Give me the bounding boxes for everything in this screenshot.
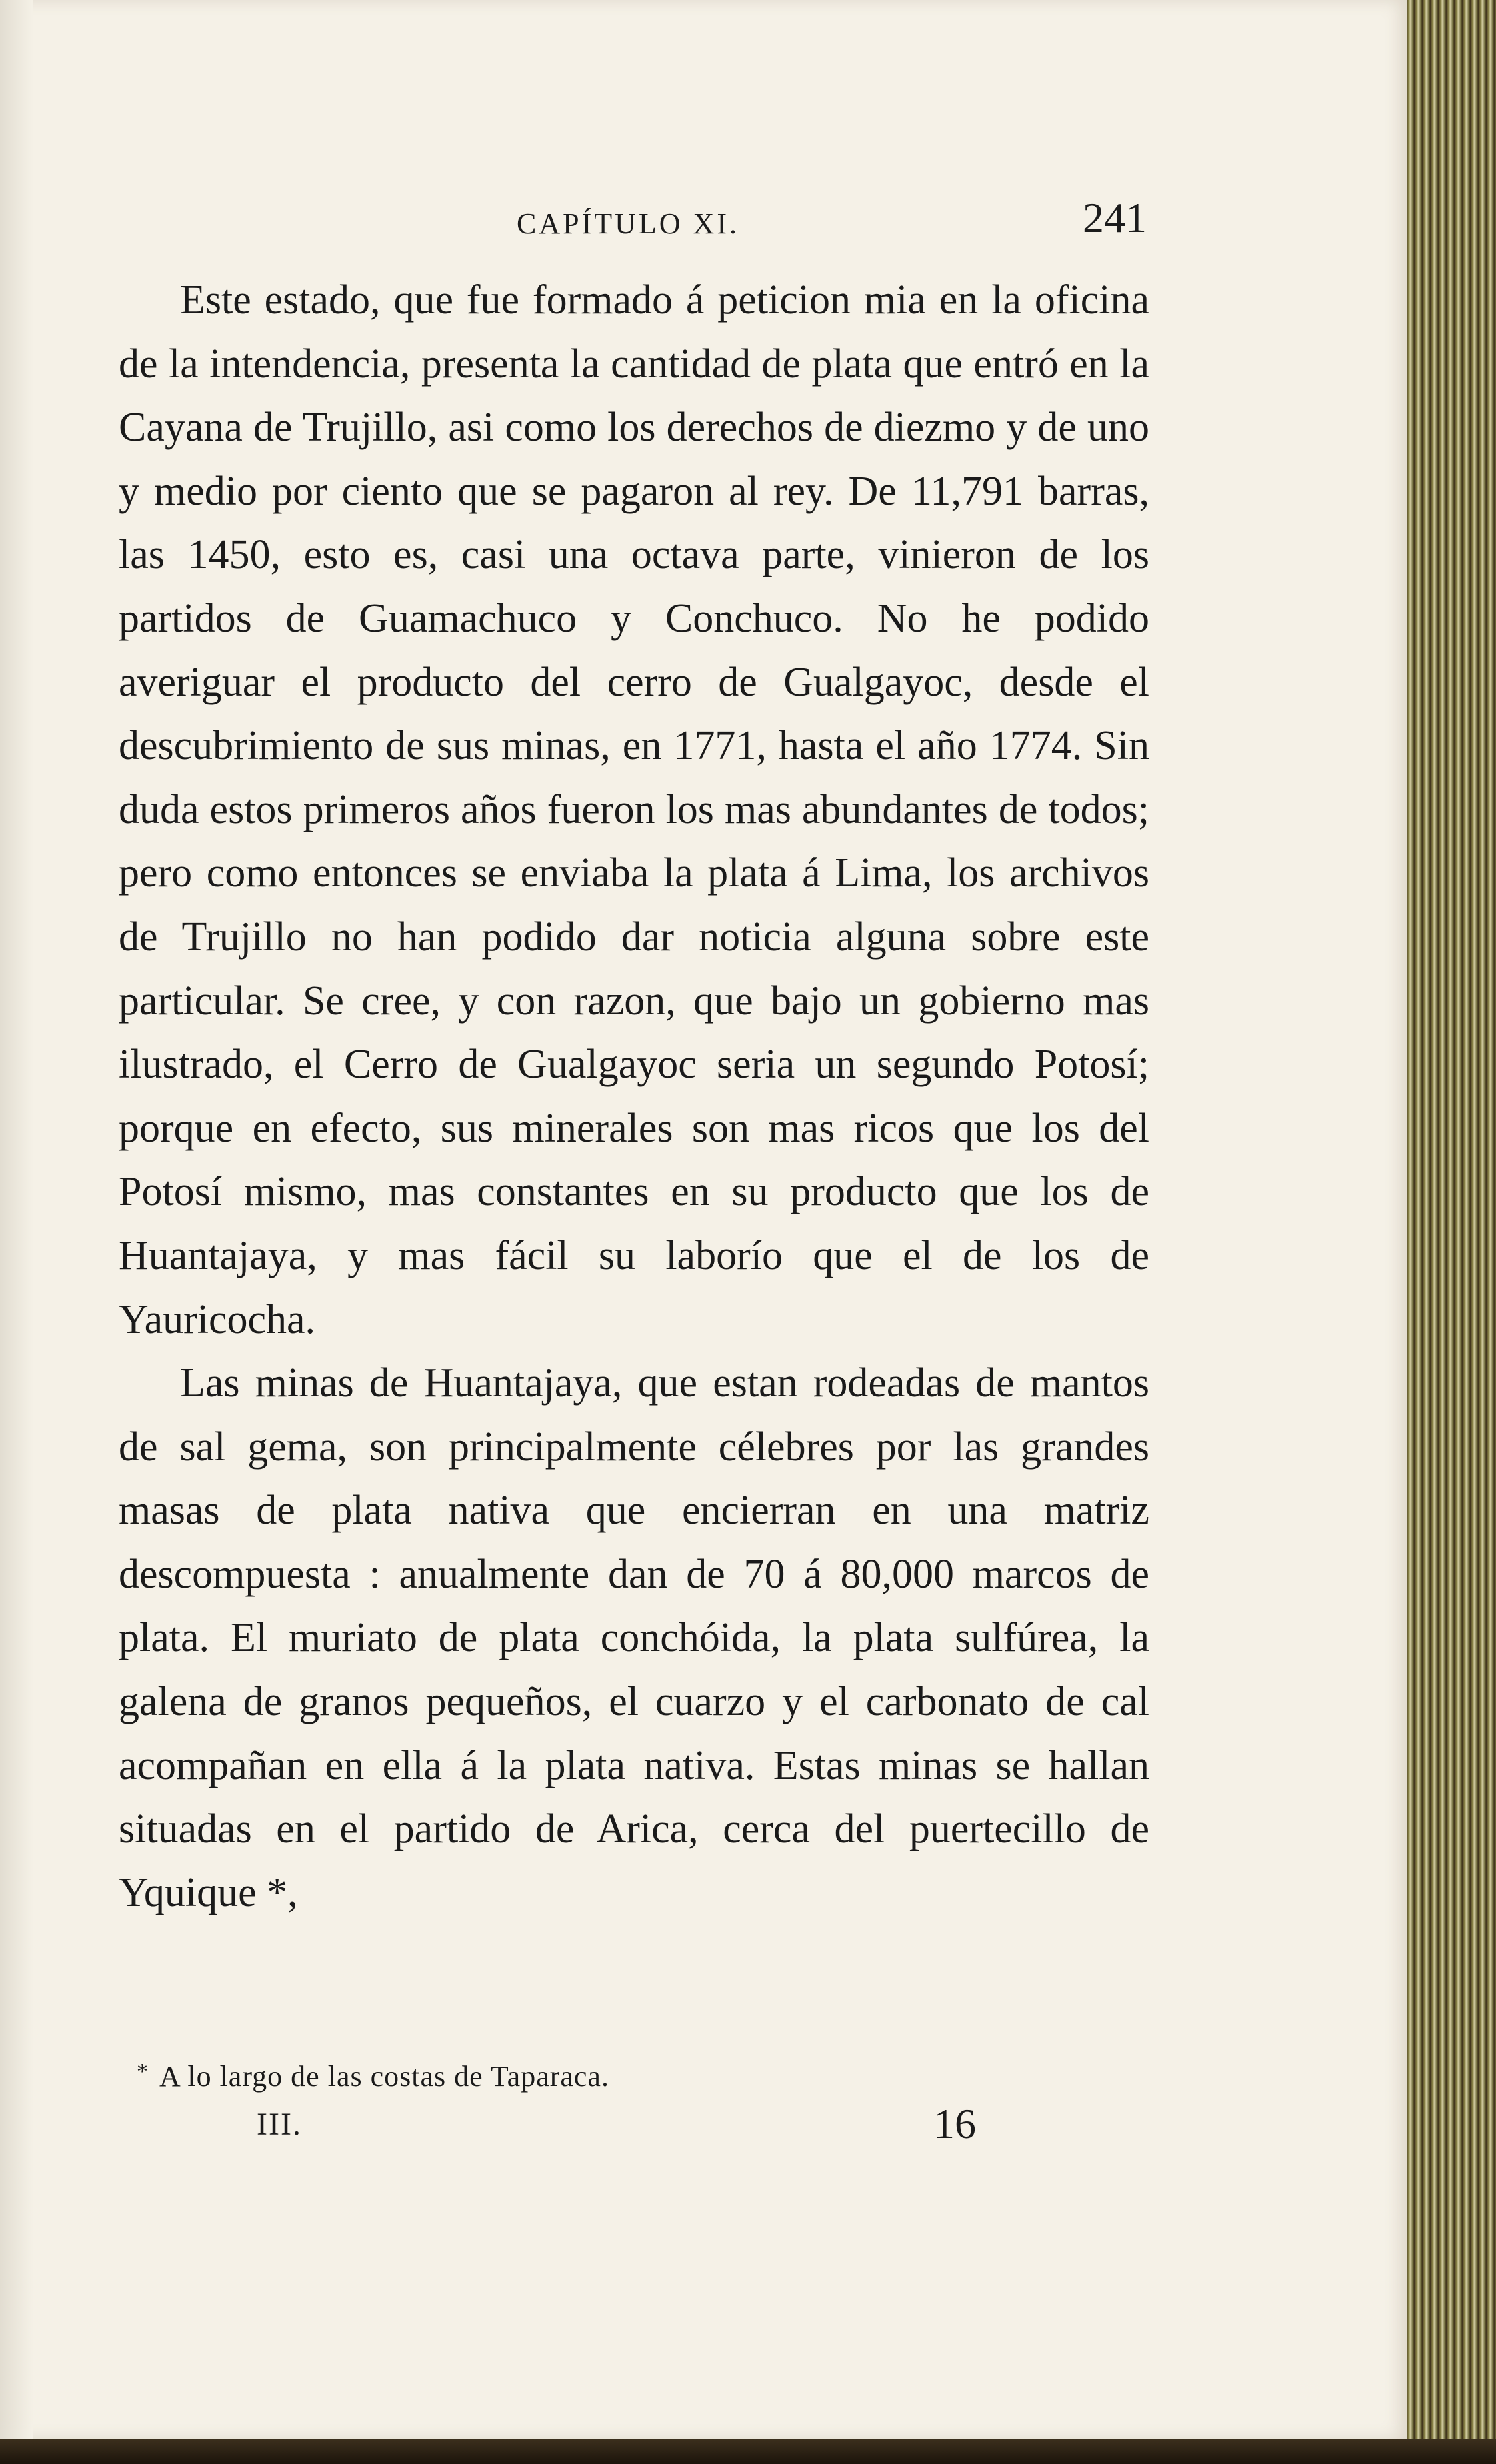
running-header: [120, 193, 1147, 253]
chapter-title: CAPÍTULO XI.: [517, 207, 739, 240]
footnote-text: A lo largo de las costas de Taparaca.: [159, 2060, 609, 2093]
footnote: [137, 2059, 609, 2093]
signature-number: 16: [933, 2100, 976, 2147]
paragraph: Las minas de Huantajaya, que estan rodeadas de mantos de sal gema, son principalmente célebres por las grandes masas de plata nativa que encierran en una matriz descompuesta : anualmente dan de 70 á 80,000 marcos de plata. El muriato de plata conchóida, la plata sulfúrea, la galena de granos pequeños, el cuarzo y el carbonato de cal acompañan en ella á la plata nativa. Estas minas se hallan situadas en el partido de Arica, cerca del puertecillo de Yquique *,: [119, 1360, 1149, 1915]
page-number: 241: [1083, 194, 1147, 241]
paragraph: Este estado, que fue formado á peticion mia en la oficina de la intendencia, presenta la cantidad de plata que entró en la Cayana de Trujillo, asi como los derechos de diezmo y de uno y medio por ciento que se pagaron al rey. De 11,791 barras, las 1450, esto es, casi una octava parte, vinieron de los partidos de Guamachuco y Conchuco. No he podido averiguar el producto del cerro de Gualgayoc, desde el descubrimiento de sus minas, en 1771, hasta el año 1774. Sin duda estos primeros años fueron los mas abundantes de todos; pero como entonces se enviaba la plata á Lima, los archivos de Trujillo no han podido dar noticia alguna sobre este particular. Se cree, y con razon, que bajo un gobierno mas ilustrado, el Cerro de Gualgayoc seria un segundo Potosí; porque en efecto, sus minerales son mas ricos que los del Potosí mismo, mas constantes en su producto que los de Huantajaya, y mas fácil su laborío que el de los de Yauricocha.: [119, 277, 1149, 1342]
footnote-mark: *: [137, 2059, 149, 2084]
gutter-shadow: [0, 0, 33, 2439]
book-bottom-edge: [0, 2439, 1496, 2464]
page-edges: [1407, 0, 1496, 2464]
signature-volume: III.: [257, 2107, 302, 2142]
body-text: [119, 269, 1149, 1925]
